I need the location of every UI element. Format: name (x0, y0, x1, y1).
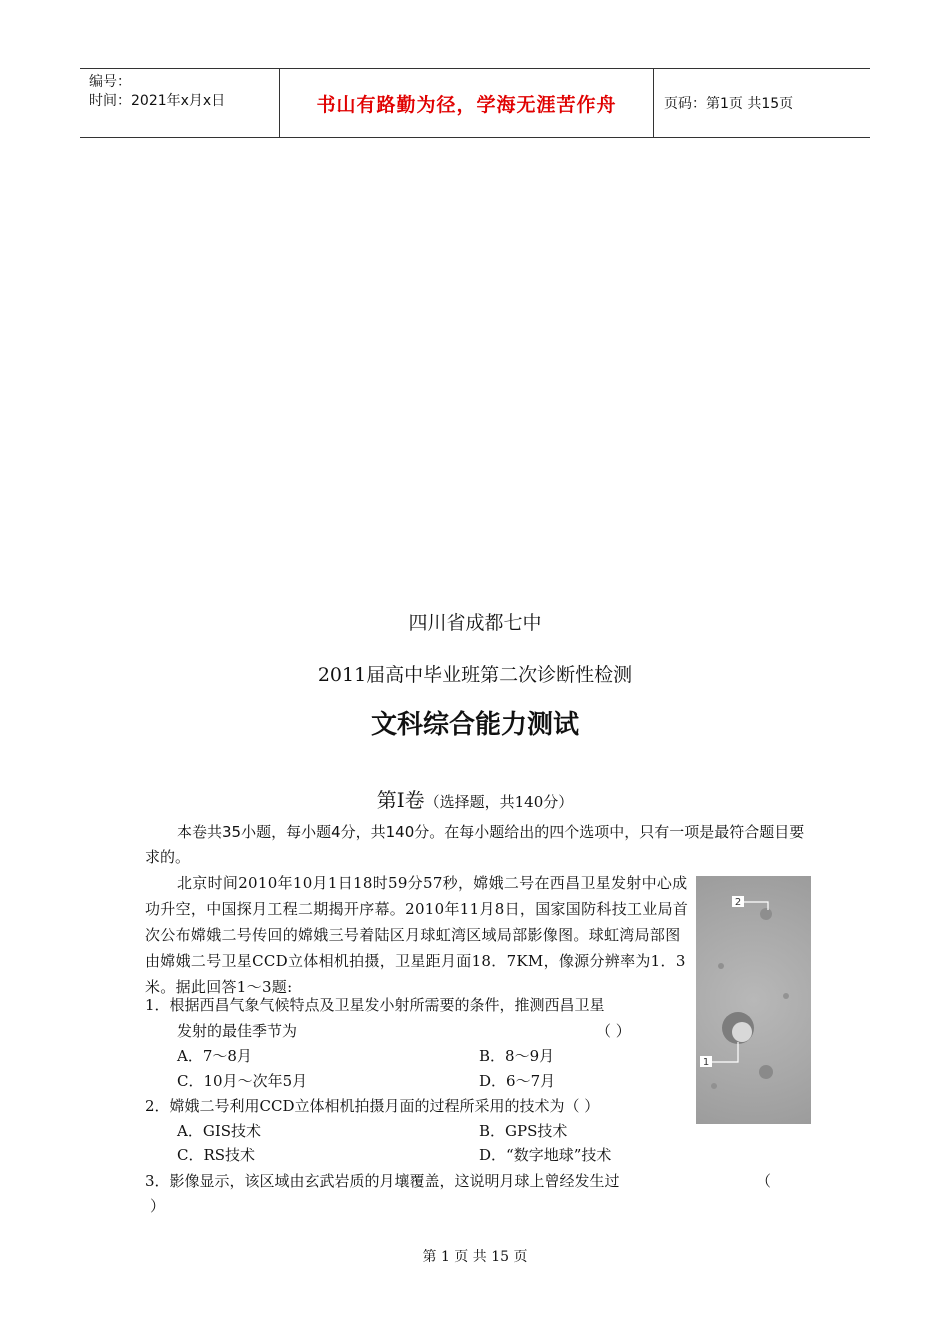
label-1-leader (710, 1042, 738, 1062)
q2-option-a: A．GIS技术 (177, 1122, 262, 1140)
crater-tiny (718, 963, 724, 969)
label-1: 1 (702, 1057, 710, 1068)
volume-heading (0, 784, 950, 813)
school-name: 四川省成都七中 (408, 612, 542, 634)
q1-stem-line1: 1．根据西昌气象气候特点及卫星发小射所需要的条件，推测西昌卫星 (145, 996, 605, 1014)
q1-option-b: B．8～9月 (479, 1047, 555, 1065)
q3-bracket-open: （ (756, 1172, 772, 1190)
header-page-info: 页码：第1页 共15页 (664, 96, 794, 112)
crater-tiny (711, 1083, 717, 1089)
q3-bracket-close: ） (150, 1197, 166, 1215)
q1-bracket: （ ） (596, 1022, 631, 1040)
q2-option-c: C．RS技术 (177, 1146, 256, 1164)
crater-large-highlight (732, 1022, 752, 1042)
crater-medium (759, 1065, 773, 1079)
q1-option-a: A．7～8月 (177, 1047, 252, 1065)
volume-label: 第Ⅰ卷 (376, 788, 425, 812)
volume-note: （选择题，共140分） (424, 793, 574, 811)
q1-option-c: C．10月～次年5月 (177, 1072, 308, 1090)
number-label: 编号： (89, 74, 131, 90)
header-meta (80, 69, 280, 137)
header-motto: 书山有路勤为径，学海无涯苦作舟 (280, 69, 654, 137)
subject-title: 文科综合能力测试 (370, 710, 579, 740)
q1-stem-line2: 发射的最佳季节为 (177, 1022, 298, 1040)
exam-title: 2011届高中毕业班第二次诊断性检测 (317, 664, 633, 686)
passage: 北京时间2010年10月1日18时59分57秒，嫦娥二号在西昌卫星发射中心成功升空，中国探月工程二期揭开序幕。2010年11月8日，国家国防科技工业局首次公布嫦娥二号传回的嫦娥三号着陆区月球虹湾区域局部影像图。球虹湾局部图由嫦娥二号卫星CCD立体相机拍摄，卫星距月面18．7KM，像源分辨率为1．3米。据此回答1～3题: (145, 874, 689, 996)
q2-option-b: B．GPS技术 (479, 1122, 568, 1140)
q1-option-d: D．6～7月 (479, 1072, 556, 1090)
time-label: 时间：2021年x月x日 (89, 93, 226, 109)
crater-tiny (783, 993, 789, 999)
q2-option-d: D．“数字地球”技术 (479, 1146, 612, 1164)
moon-surface-image (696, 876, 811, 1124)
q2-stem: 2．嫦娥二号利用CCD立体相机拍摄月面的过程所采用的技术为（ ） (145, 1097, 600, 1115)
q3-stem: 3．影像显示，该区域由玄武岩质的月壤覆盖，这说明月球上曾经发生过 (145, 1172, 620, 1190)
crater-small (760, 908, 772, 920)
label-2: 2 (734, 897, 742, 908)
page-header (80, 68, 870, 138)
page-footer: 第 1 页 共 15 页 (422, 1249, 528, 1265)
moon-craters (696, 876, 811, 1124)
instructions: 本卷共35小题，每小题4分，共140分。在每小题给出的四个选项中，只有一项是最符合题目要求的。 (145, 823, 805, 866)
